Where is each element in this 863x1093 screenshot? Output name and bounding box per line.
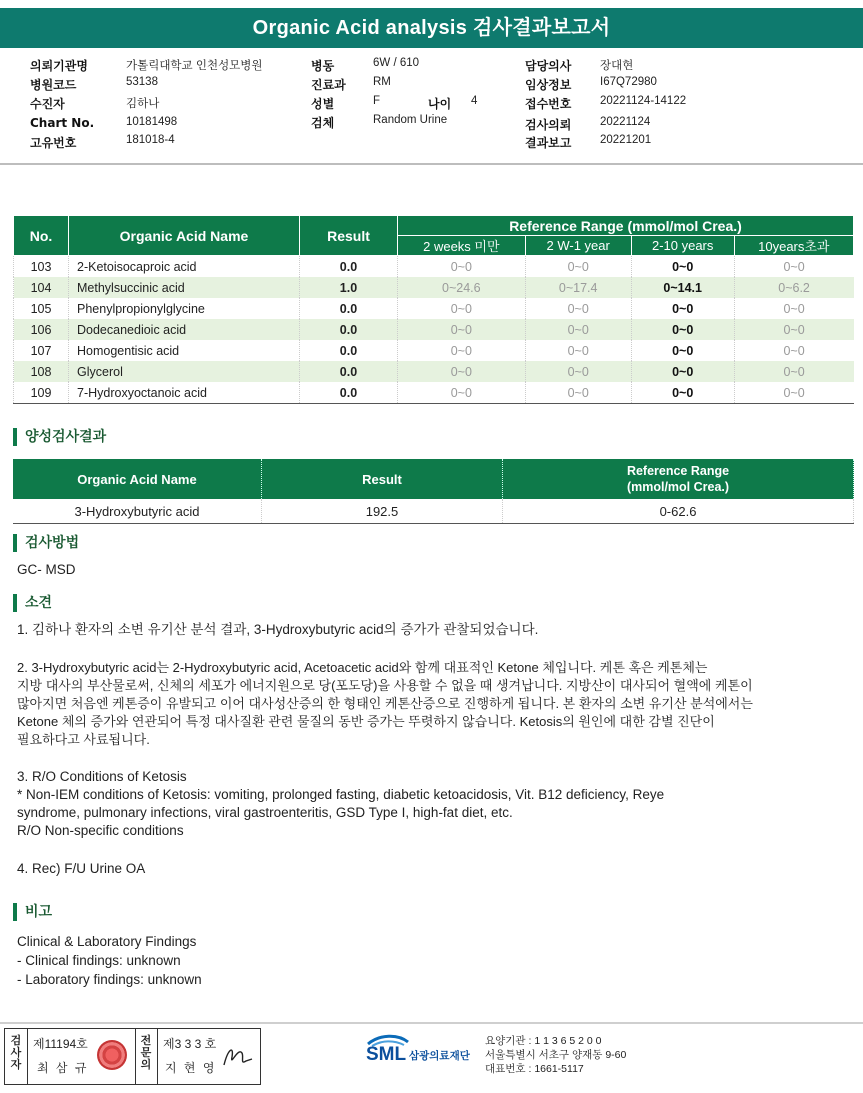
opinion-line: 지방 대사의 부산물로써, 신체의 세포가 에너지원으로 당(포도당)을 사용할 수 없을 때 생겨납니다. 지방산이 대사되어 혈액에 케톤이 [17,678,753,693]
org-info [485,1034,626,1076]
row-no: 103 [14,256,69,278]
box1-label: 검사자 [10,1034,22,1071]
row-ref: 0~0 [631,319,734,340]
box2-name: 지 현 영 [165,1061,217,1075]
row-name: Glycerol [69,361,300,382]
row-ref: 0~0 [734,382,853,404]
org-line: 대표번호 : 1661-5117 [485,1063,584,1075]
col-header-reference: Reference Range (mmol/mol Crea.) [398,216,854,236]
info-value: 김하나 [126,98,160,110]
row-name: Dodecanedioic acid [69,319,300,340]
row-ref: 0~0 [734,319,853,340]
row-no: 106 [14,319,69,340]
signature-box [4,1028,261,1085]
divider [0,163,863,165]
table-row [13,499,854,524]
row-ref: 0~0 [525,298,631,319]
row-ref: 0~24.6 [398,277,526,298]
info-value: 6W / 610 [373,57,420,69]
info-label: 병원코드 [30,78,77,92]
row-ref: 0~17.4 [525,277,631,298]
info-value: I67Q72980 [600,76,657,88]
box-divider [135,1029,136,1084]
opinion-line: * Non-IEM conditions of Ketosis: vomiting, prolonged fasting, diabetic ketoacidosis, Vit. B12 deficiency, Reye [17,787,665,802]
table-row [14,361,854,382]
row-name: 7-Hydroxyoctanoic acid [69,382,300,404]
info-label: 담당의사 [525,59,572,73]
pos-name: 3-Hydroxybutyric acid [13,499,262,524]
row-ref: 0~0 [525,319,631,340]
row-result: 0.0 [300,298,398,319]
opinion-p1: 1. 김하나 환자의 소변 유기산 분석 결과, 3-Hydroxybutyric acid의 증가가 관찰되었습니다. [17,622,539,637]
row-ref: 0~0 [525,382,631,404]
opinion-line: 3. R/O Conditions of Ketosis [17,769,187,784]
row-ref: 0~0 [398,298,526,319]
info-value: RM [373,76,391,88]
info-label: 검체 [311,116,335,130]
info-label: 접수번호 [525,97,572,111]
row-name: Homogentisic acid [69,340,300,361]
remarks-line: - Clinical findings: unknown [17,953,181,968]
info-value: 20221124-14122 [600,95,687,107]
row-ref: 0~0 [631,256,734,278]
ref-col-header: 2 W-1 year [525,236,631,256]
row-ref: 0~0 [525,340,631,361]
pos-ref-line2: (mmol/mol Crea.) [626,480,730,494]
col-header-result: Result [300,216,398,256]
row-ref: 0~6.2 [734,277,853,298]
pos-col-header-reference [503,459,854,499]
info-label: 수진자 [30,97,65,111]
method-text: GC- MSD [17,562,76,577]
info-label: 고유번호 [30,136,77,150]
row-result: 0.0 [300,340,398,361]
box-divider [157,1029,158,1084]
opinion-p4: 4. Rec) F/U Urine OA [17,861,146,876]
row-name: Methylsuccinic acid [69,277,300,298]
pos-result: 192.5 [262,499,503,524]
opinion-line: 많아지면 처음엔 케톤증이 유발되고 이어 대사성산증의 한 형태인 케톤산증으로 진행하게 됩니다. 본 환자의 소변 유기산 분석에서는 [17,696,753,711]
row-result: 0.0 [300,256,398,278]
org-line: 요양기관 : 1 1 3 6 5 2 0 0 [485,1035,602,1047]
remarks-heading: 비고 [13,903,52,921]
signature-icon [220,1039,256,1073]
info-label: Chart No. [30,116,95,130]
box-divider [27,1029,28,1084]
row-ref: 0~0 [734,256,853,278]
row-name: Phenylpropionylglycine [69,298,300,319]
row-ref: 0~0 [631,340,734,361]
ref-col-header: 2-10 years [631,236,734,256]
info-value: Random Urine [373,114,448,126]
logo-subtext: 삼광의료재단 [409,1050,470,1062]
row-result: 0.0 [300,319,398,340]
row-ref: 0~0 [398,319,526,340]
pos-col-header-name: Organic Acid Name [13,459,262,499]
info-value: 20221201 [600,134,652,146]
info-value: 20221124 [600,116,651,128]
row-ref: 0~0 [631,382,734,404]
row-ref: 0~0 [525,256,631,278]
patient-info [0,56,863,164]
table-row [14,382,854,404]
positive-heading: 양성검사결과 [13,428,106,446]
box2-label: 전문의 [140,1034,152,1071]
table-row [14,256,854,278]
info-label: 병동 [311,59,335,73]
remarks-line: - Laboratory findings: unknown [17,972,202,987]
positive-table [13,459,854,524]
opinion-p2 [17,659,753,749]
opinion-line: 2. 3-Hydroxybutyric acid는 2-Hydroxybutyric acid, Acetoacetic acid와 함께 대표적인 Ketone 체입니다. 케톤 혹은 케톤체는 [17,660,708,675]
row-result: 0.0 [300,361,398,382]
pos-col-header-result: Result [262,459,503,499]
info-label: 나이 [428,97,452,111]
ref-col-header: 10years초과 [734,236,853,256]
row-no: 107 [14,340,69,361]
row-name: 2-Ketoisocaproic acid [69,256,300,278]
row-no: 108 [14,361,69,382]
info-label: 검사의뢰 [525,118,572,132]
row-ref: 0~0 [525,361,631,382]
row-ref: 0~0 [631,361,734,382]
row-ref: 0~0 [398,361,526,382]
opinion-line: syndrome, pulmonary infections, viral gastroenteritis, GSD Type I, high-fat diet, etc. [17,805,513,820]
table-row [14,277,854,298]
col-header-name: Organic Acid Name [69,216,300,256]
method-heading: 검사방법 [13,534,79,552]
row-no: 109 [14,382,69,404]
opinion-heading: 소견 [13,594,52,612]
info-label: 진료과 [311,78,346,92]
report-title: Organic Acid analysis 검사결과보고서 [0,8,863,48]
info-value: 장대현 [600,60,634,72]
row-ref: 0~14.1 [631,277,734,298]
row-ref: 0~0 [631,298,734,319]
box2-no: 제3 3 3 호 [163,1037,217,1051]
logo-text: SML [366,1044,407,1065]
remarks-line: Clinical & Laboratory Findings [17,934,197,949]
sml-logo [364,1032,484,1080]
pos-ref: 0-62.6 [503,499,854,524]
opinion-p3 [17,768,664,840]
col-header-no: No. [14,216,69,256]
info-label: 성별 [311,97,335,111]
opinion-line: 필요하다고 사료됩니다. [17,732,150,747]
row-result: 1.0 [300,277,398,298]
info-label: 임상정보 [525,78,572,92]
info-value: 53138 [126,76,158,88]
results-table [13,215,854,404]
row-ref: 0~0 [398,340,526,361]
opinion-line: R/O Non-specific conditions [17,823,184,838]
remarks-text [17,932,202,989]
ref-col-header: 2 weeks 미만 [398,236,526,256]
info-label: 의뢰기관명 [30,59,88,73]
row-result: 0.0 [300,382,398,404]
row-ref: 0~0 [398,382,526,404]
info-value: 10181498 [126,116,178,128]
row-ref: 0~0 [734,340,853,361]
box1-no: 제11194호 [33,1037,88,1051]
info-value: F [373,95,381,107]
row-no: 104 [14,277,69,298]
row-no: 105 [14,298,69,319]
row-ref: 0~0 [734,298,853,319]
row-ref: 0~0 [398,256,526,278]
table-row [14,340,854,361]
seal-icon [97,1040,127,1070]
info-value: 가톨릭대학교 인천성모병원 [126,60,263,72]
opinion-line: Ketone 체의 증가와 연관되어 특정 대사질환 관련 물질의 동반 증가는 뚜렷하지 않습니다. Ketosis의 원인에 대한 감별 진단이 [17,714,715,729]
info-value: 181018-4 [126,134,175,146]
org-line: 서울특별시 서초구 양재동 9-60 [485,1049,627,1061]
pos-ref-line1: Reference Range [626,464,730,478]
box1-name: 최 삼 규 [37,1061,89,1075]
info-label: 결과보고 [525,136,572,150]
table-row [14,298,854,319]
table-row [14,319,854,340]
info-value: 4 [471,95,478,107]
row-ref: 0~0 [734,361,853,382]
